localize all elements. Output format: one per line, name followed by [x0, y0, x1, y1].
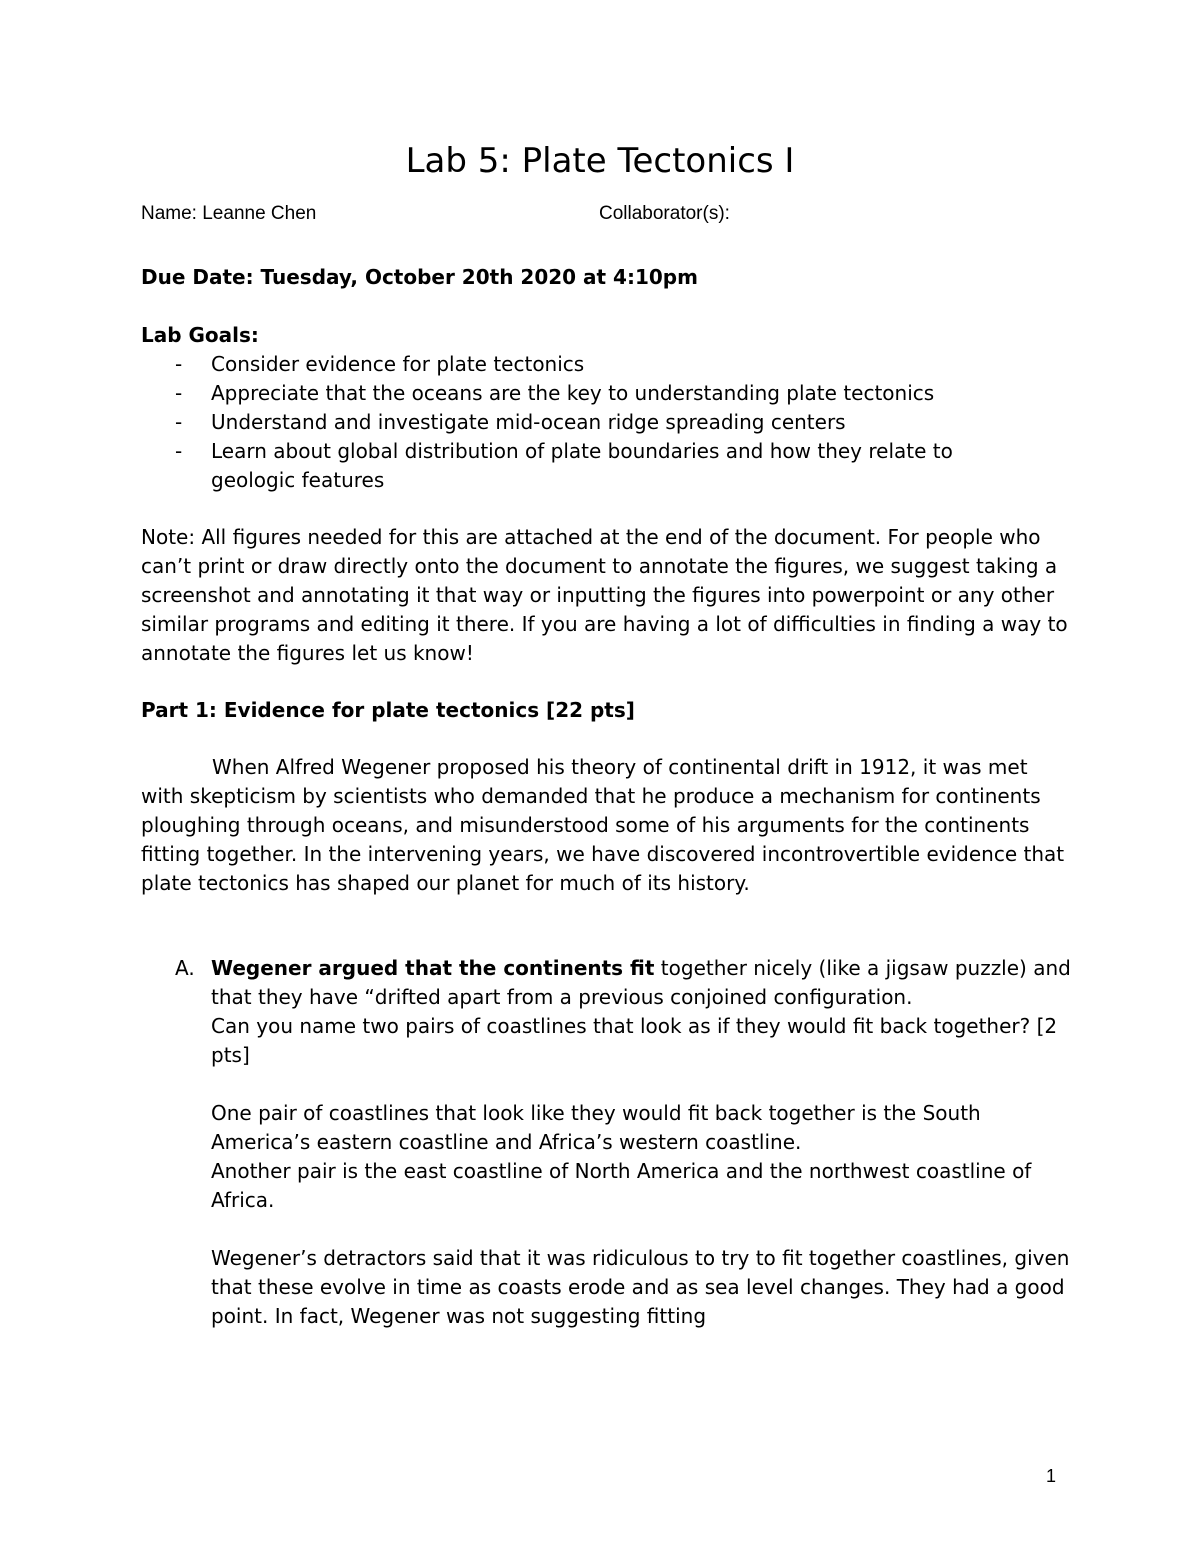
goal-text: Consider evidence for plate tectonics	[211, 352, 585, 376]
list-item	[141, 408, 1041, 437]
lab-goals-heading: Lab Goals:	[141, 323, 259, 347]
lab-goals-list	[141, 350, 1041, 495]
bullet-dash: -	[175, 410, 183, 434]
bullet-dash: -	[175, 439, 183, 463]
section-a-question: Can you name two pairs of coastlines that look as if they would fit back together? [2 pts]	[211, 1014, 1058, 1067]
collaborator-line: Collaborator(s):	[599, 203, 730, 224]
section-a	[141, 954, 1071, 1331]
page-title: Lab 5: Plate Tectonics I	[405, 141, 795, 181]
due-date: Due Date: Tuesday, October 20th 2020 at 4:10pm	[141, 265, 698, 289]
list-item	[141, 350, 1041, 379]
goal-text: Appreciate that the oceans are the key to understanding plate tectonics	[211, 381, 935, 405]
part1-intro: When Alfred Wegener proposed his theory of continental drift in 1912, it was met with skepticism by scientists who demanded that he produce a mechanism for continents ploughing through oceans, and misunderstood some of his arguments for the continents fitting together. In the intervening years, we have discovered incontrovertible evidence that plate tectonics has shaped our planet for much of its history.	[141, 755, 1065, 895]
section-a-marker: A.	[175, 956, 195, 980]
note-paragraph: Note: All figures needed for this are attached at the end of the document. For people who can’t print or draw directly onto the document to annotate the figures, we suggest taking a screenshot and annotating it that way or inputting the figures into powerpoint or any other similar programs and editing it there. If you are having a lot of difficulties in finding a way to annotate the figures let us know!	[141, 525, 1068, 665]
answer-2: Another pair is the east coastline of North America and the northwest coastline of Africa.	[211, 1159, 1032, 1212]
bullet-dash: -	[175, 352, 183, 376]
section-a-body	[211, 954, 1071, 1331]
name-line: Name: Leanne Chen	[141, 203, 317, 224]
page-number: 1	[1046, 1466, 1057, 1486]
spacer	[211, 1215, 1071, 1244]
section-a-lead-rest: together nicely (like a jigsaw puzzle) and that they have “drifted apart from a previous conjoined configuration.	[211, 956, 1071, 1009]
goal-text: Learn about global distribution of plate boundaries and how they relate to geologic features	[211, 439, 953, 492]
section-a-bold-lead: Wegener argued that the continents fit	[211, 956, 655, 980]
spacer	[211, 1070, 1071, 1099]
section-a-lead	[211, 954, 1071, 1012]
part1-heading: Part 1: Evidence for plate tectonics [22 pts]	[141, 698, 635, 722]
goal-text: Understand and investigate mid-ocean ridge spreading centers	[211, 410, 846, 434]
detractors-paragraph: Wegener’s detractors said that it was ridiculous to try to fit together coastlines, given that these evolve in time as coasts erode and as sea level changes. They had a good point. In fact, Wegener was not suggesting fitting	[211, 1246, 1070, 1328]
answer-1: One pair of coastlines that look like they would fit back together is the South America’s eastern coastline and Africa’s western coastline.	[211, 1101, 981, 1154]
list-item	[141, 379, 1041, 408]
bullet-dash: -	[175, 381, 183, 405]
list-item	[141, 437, 1041, 495]
